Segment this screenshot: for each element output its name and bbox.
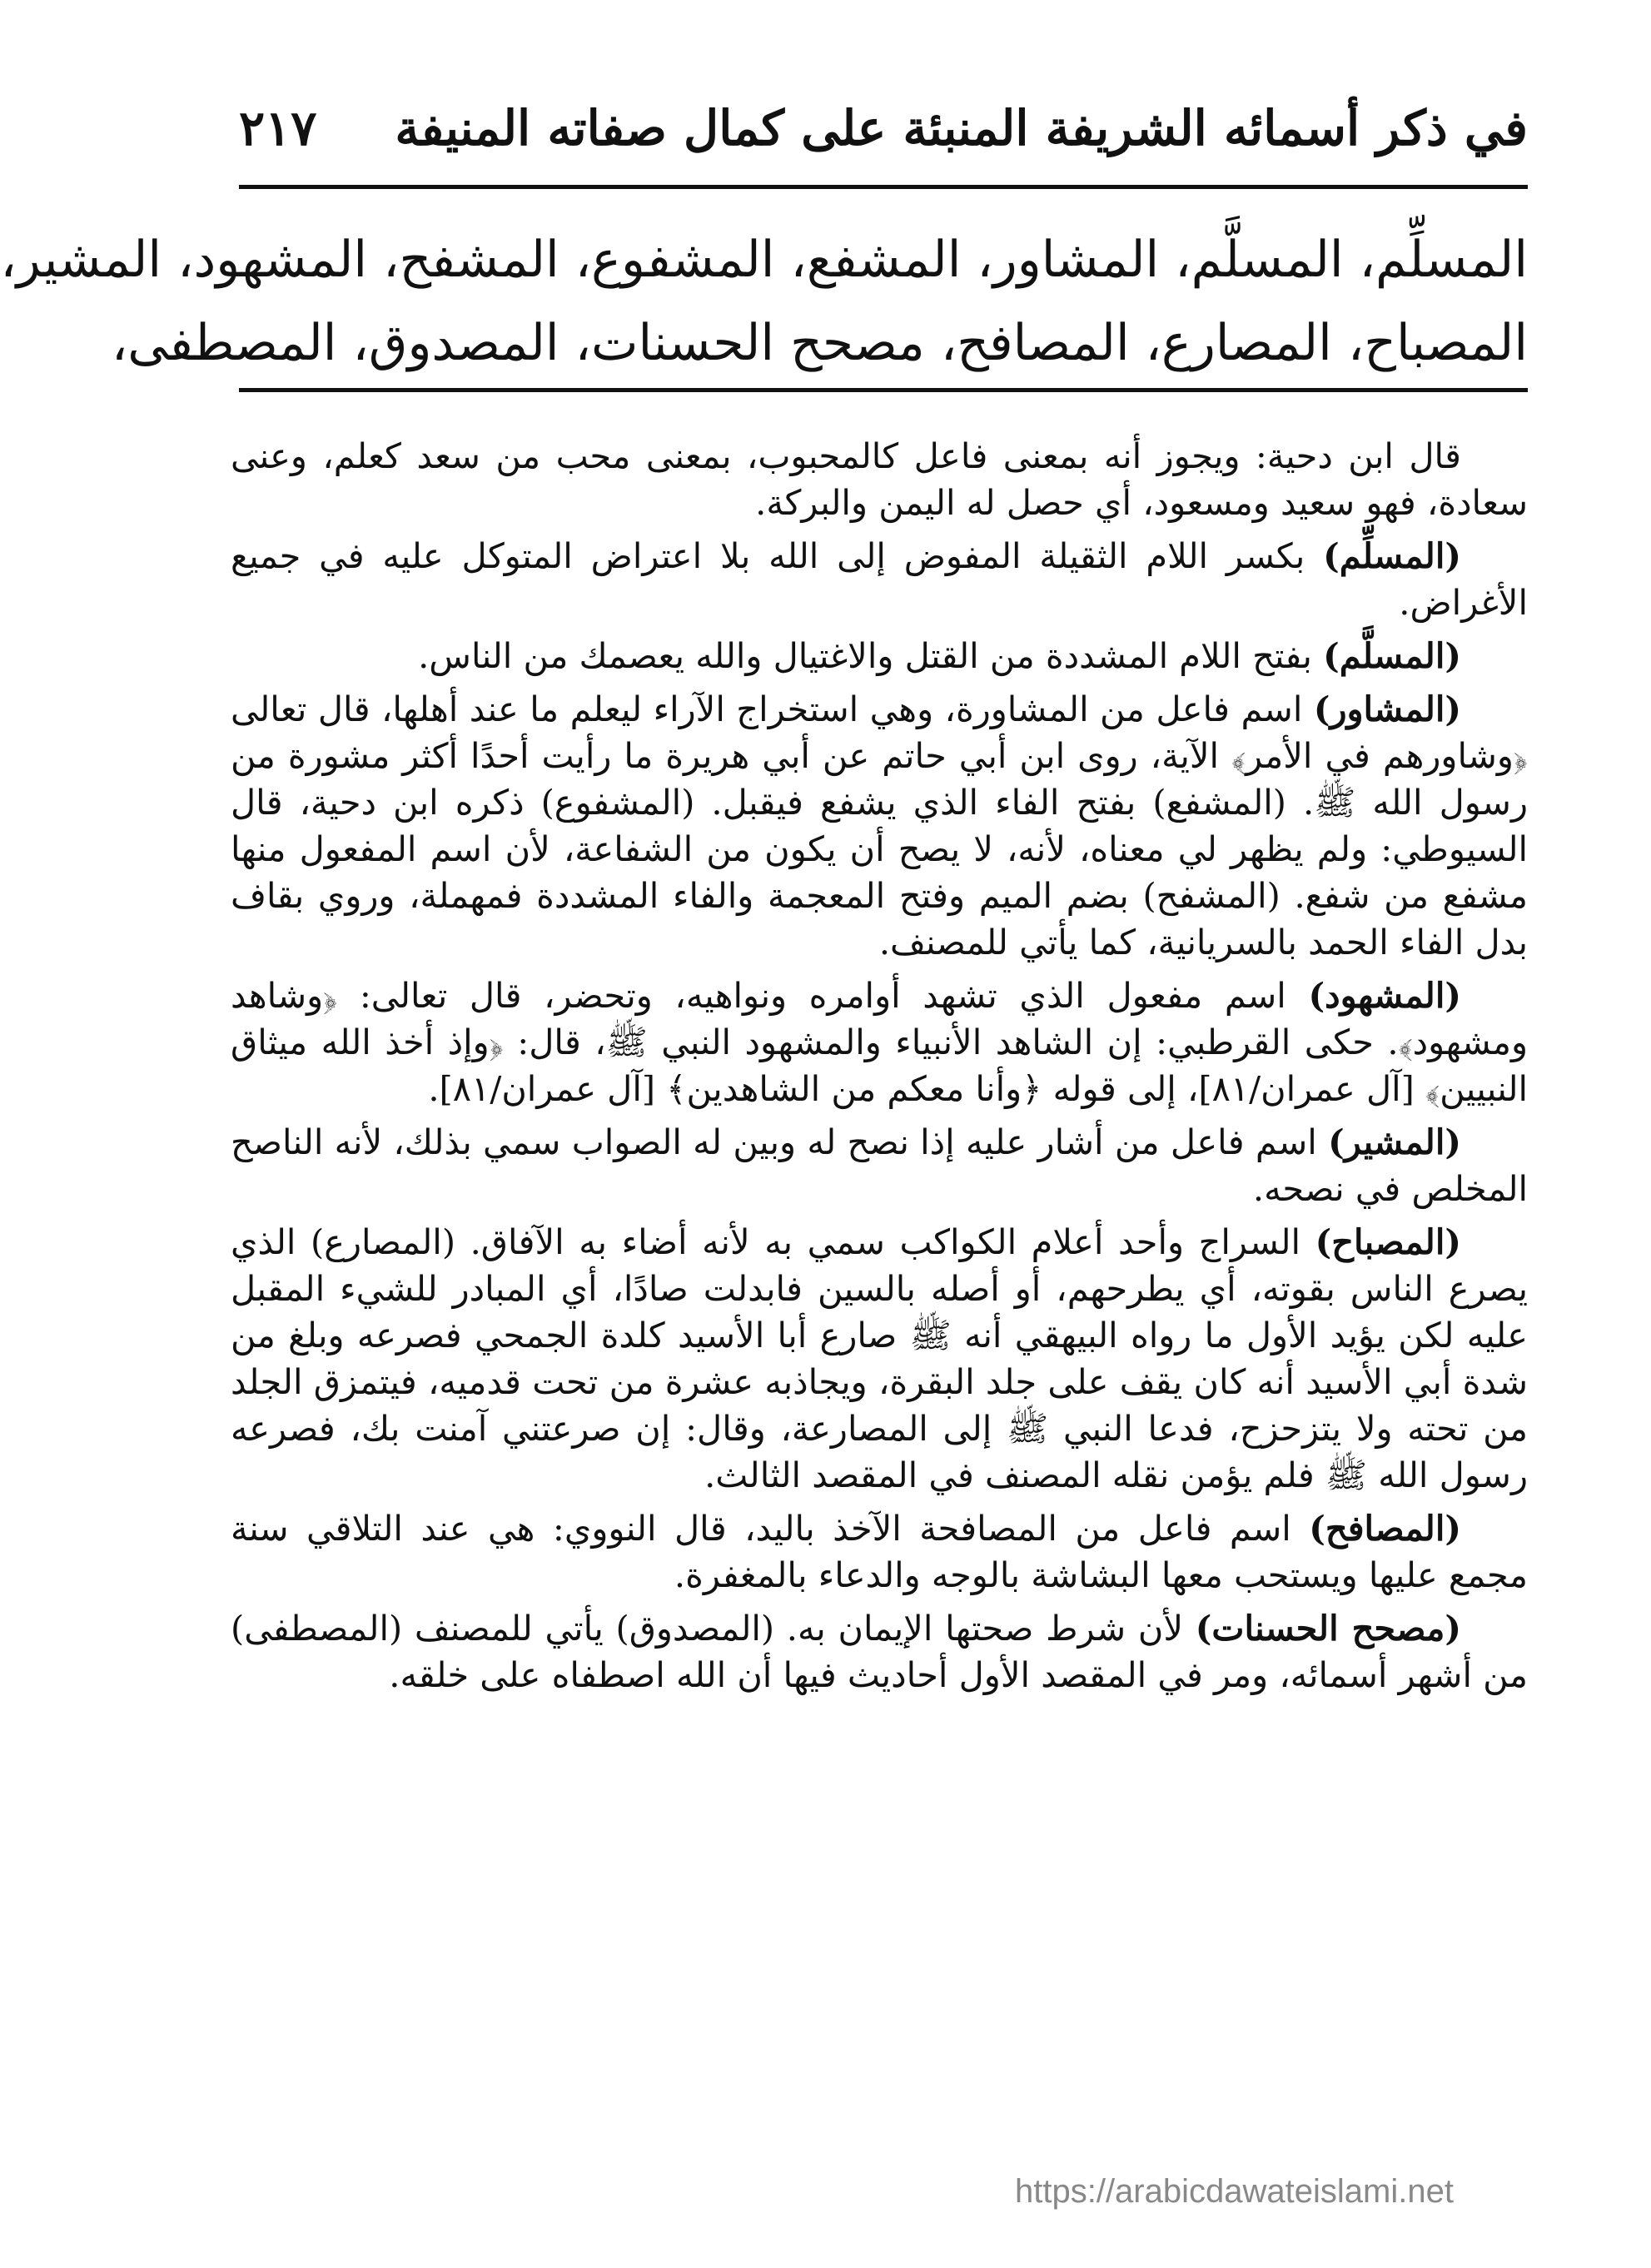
term: (المشير) [1328,1122,1461,1162]
running-title: في ذكر أسمائه الشريفة المنبئة على كمال صفاته المنيفة [395,100,1528,157]
paragraph [231,633,1528,679]
paragraph [231,1505,1528,1599]
page-header [239,83,1528,175]
paragraph-text: اسم فاعل من أشار عليه إذا نصح له وبين له الصواب سمي بذلك، لأنه الناصح المخلص في نصحه. [231,1122,1528,1209]
term: (المسلَّم) [1323,635,1461,676]
names-list [0,218,1528,385]
watermark-url: https://arabicdawateislami.net [1015,2173,1454,2210]
term: (المصافح) [1309,1508,1461,1549]
term: (المشاور) [1313,689,1461,729]
paragraph-text: اسم فاعل من المصافحة الآخذ باليد، قال النووي: هي عند التلاقي سنة مجمع عليها ويستحب معها البشاشة بالوجه والدعاء بالمغفرة. [231,1508,1528,1595]
term: (مصحح الحسنات) [1195,1608,1462,1649]
paragraph [231,1605,1528,1699]
paragraph-text: بكسر اللام الثقيلة المفوض إلى الله بلا اعتراض المتوكل عليه في جميع الأغراض. [231,535,1528,623]
names-line-2: المصباح، المصارع، المصافح، مصحح الحسنات، المصدوق، المصطفى، [111,314,1528,372]
paragraph-text: اسم مفعول الذي تشهد أوامره ونواهيه، وتحضر، قال تعالى: ﴿وشاهد ومشهود﴾. حكى القرطبي: إن الشاهد الأنبياء والمشهود النبي ﷺ، قال: ﴿وإذ أخذ الله ميثاق النبيين﴾ [آل عمران/٨١]، إلى قوله ﴿وأنا معكم من الشاهدين﴾ [آل عمران/٨١]. [231,975,1528,1109]
paragraph [231,972,1528,1112]
term: (المسلِّم) [1323,535,1461,576]
paragraph-text: السراج وأحد أعلام الكواكب سمي به لأنه أضاء به الآفاق. (المصارع) الذي يصرع الناس بقوته، أي يطرحهم، أو أصله بالسين فابدلت صادًا، أي المبادر للشيء المقبل عليه لكن يؤيد الأول ما رواه البيهقي أنه ﷺ صارع أبا الأسيد كلدة الجمحي فصرعه وبلغ من شدة أبي الأسيد أنه كان يقف على جلد البقرة، ويجاذبه عشرة من تحت قدميه، فيتمزق الجلد من تحته ولا يتزحزح، فدعا النبي ﷺ إلى المصارعة، وقال: إن صرعتني آمنت بك، فصرعه رسول الله ﷺ فلم يؤمن نقله المصنف في المقصد الثالث. [231,1221,1528,1495]
paragraph-text: قال ابن دحية: ويجوز أنه بمعنى فاعل كالمحبوب، بمعنى محب من سعد كعلم، وعنى سعادة، فهو سعيد ومسعود، أي حصل له اليمن والبركة. [231,435,1528,523]
paragraph-text: اسم فاعل من المشاورة، وهي استخراج الآراء ليعلم ما عند أهلها، قال تعالى ﴿وشاورهم في الأمر﴾ الآية، روى ابن أبي حاتم عن أبي هريرة ما رأيت أحدًا أكثر مشورة من رسول الله ﷺ. (المشفع) بفتح الفاء الذي يشفع فيقبل. (المشفوع) ذكره ابن دحية، قال السيوطي: ولم يظهر لي معناه، لأنه، لا يصح أن يكون من الشفاعة، لأن اسم المفعول منها مشفع من شفع. (المشفح) بضم الميم وفتح المعجمة والفاء المشددة فمهملة، وروي بقاف بدل الفاء الحمد بالسريانية، كما يأتي للمصنف. [231,689,1528,962]
paragraph-text: لأن شرط صحتها الإيمان به. (المصدوق) يأتي للمصنف (المصطفى) من أشهر أسمائه، ومر في المقصد الأول أحاديث فيها أن الله اصطفاه على خلقه. [231,1608,1528,1695]
paragraph-text: بفتح اللام المشددة من القتل والاغتيال والله يعصمك من الناس. [418,635,1324,676]
term: (المصباح) [1315,1221,1461,1262]
paragraph [231,433,1528,526]
names-line-1: المسلِّم، المسلَّم، المشاور، المشفع، المشفوع، المشفح، المشهود، المشير، [0,231,1528,289]
paragraph [231,686,1528,966]
paragraph [231,1119,1528,1212]
header-rule [239,185,1528,189]
paragraph [231,533,1528,626]
paragraph [231,1219,1528,1499]
page-number: ٢١٧ [239,100,317,157]
term: (المشهود) [1308,975,1461,1016]
commentary-body [231,433,1528,2143]
names-rule [239,388,1528,392]
